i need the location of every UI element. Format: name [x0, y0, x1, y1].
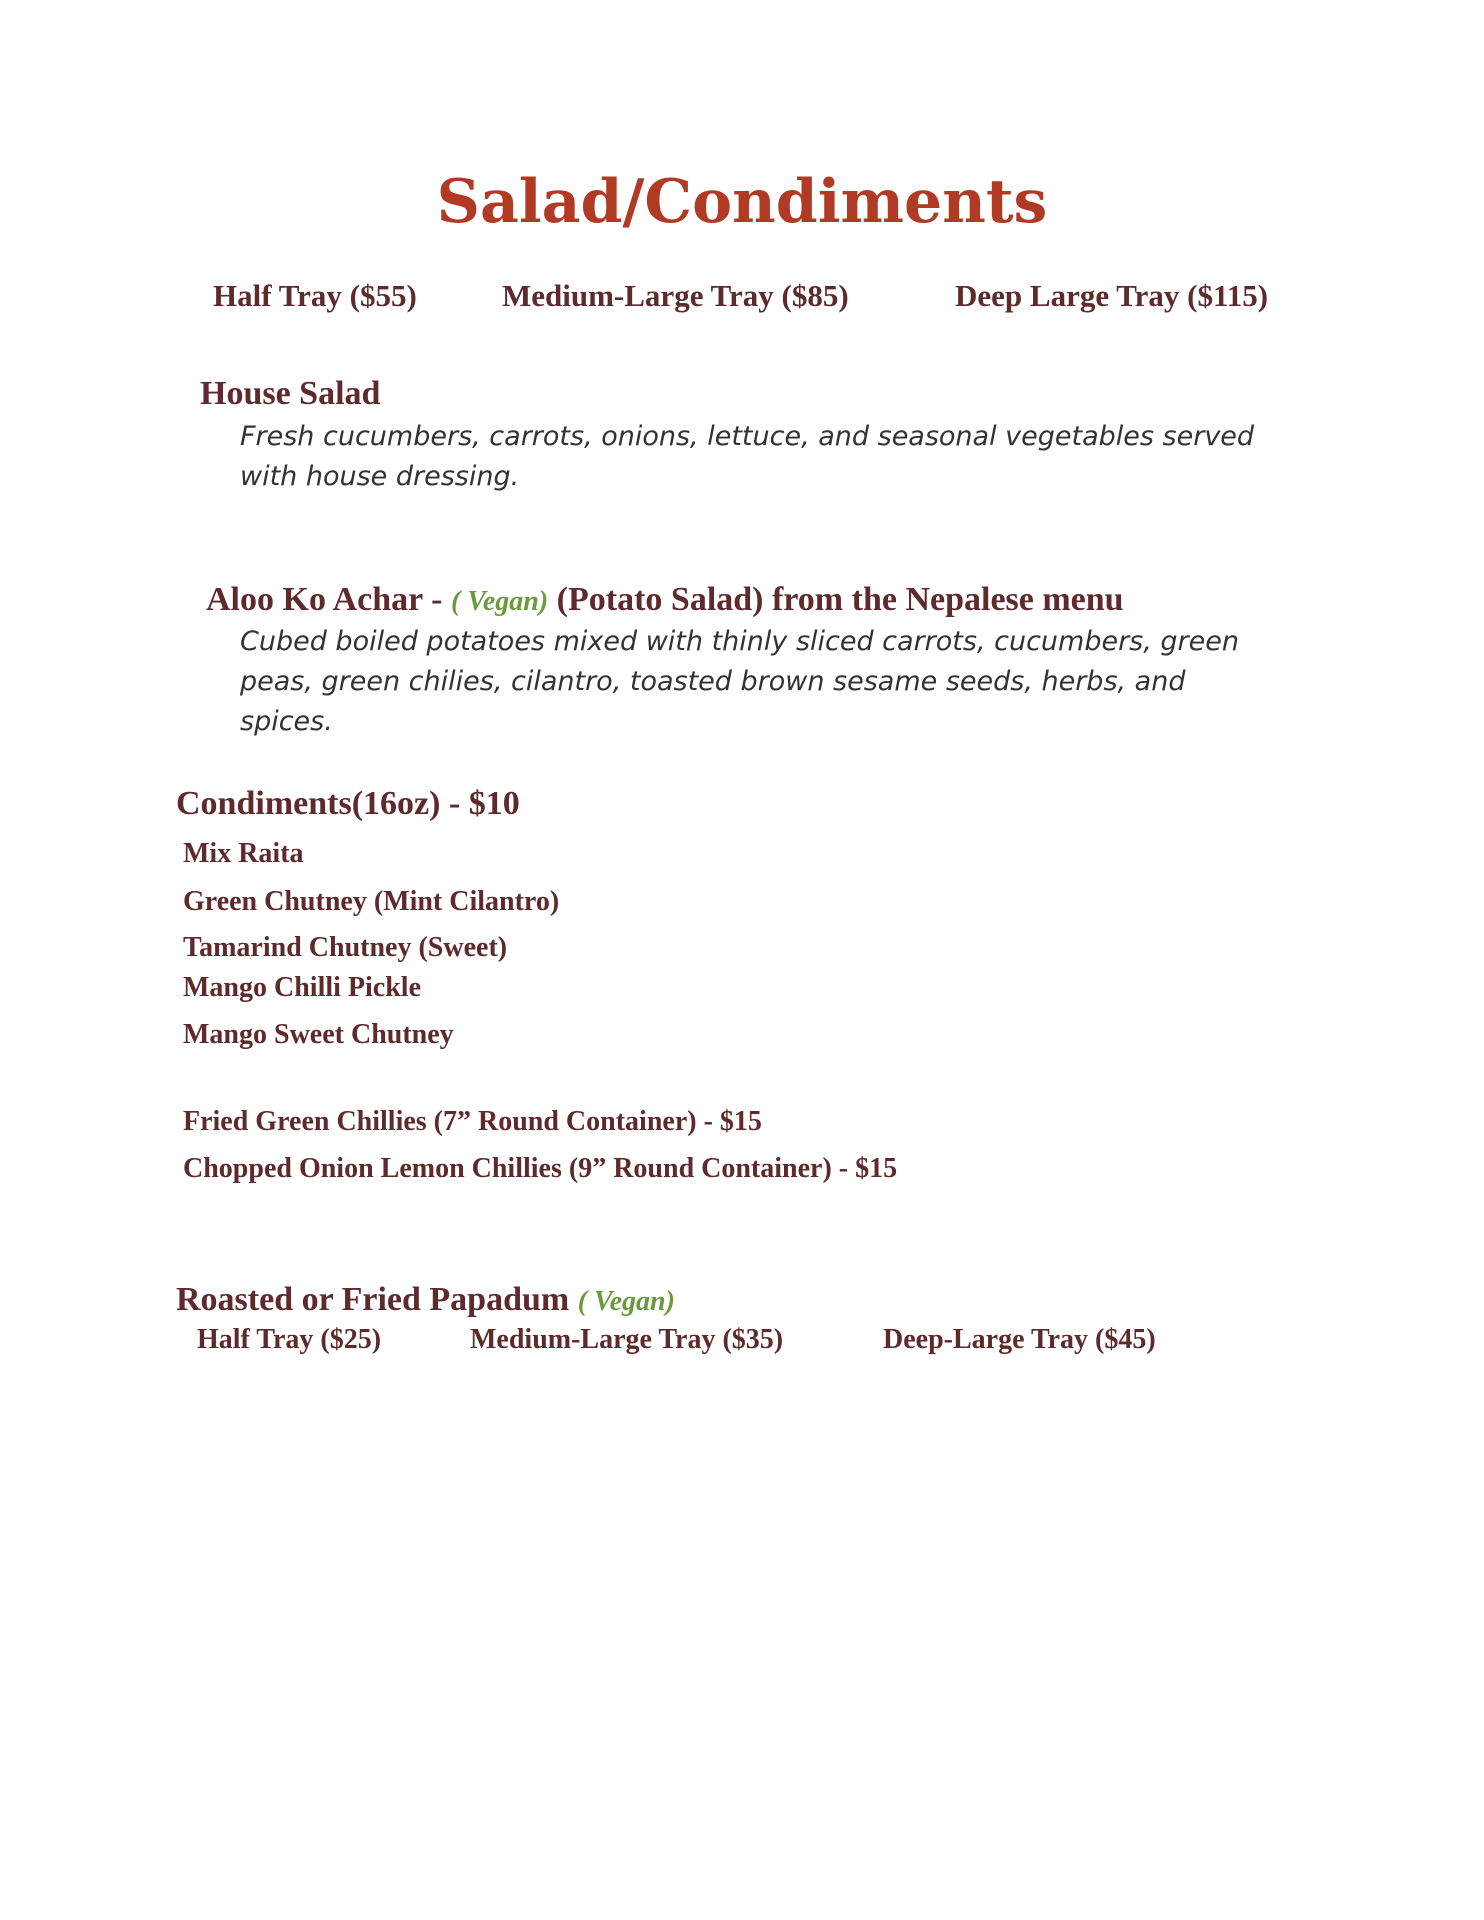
tray-price-deep-large: Deep Large Tray ($115) — [955, 278, 1269, 313]
house-salad-description: Fresh cucumbers, carrots, onions, lettuce, and seasonal vegetables served with house dressing. — [240, 421, 1255, 492]
condiment-extra: Fried Green Chillies (7” Round Container) - $15 — [183, 1106, 762, 1137]
tray-price-half: Half Tray ($55) — [213, 278, 417, 313]
condiment-extra: Chopped Onion Lemon Chillies (9” Round Container) - $15 — [183, 1153, 898, 1184]
papadum-price-deep-large: Deep-Large Tray ($45) — [883, 1324, 1156, 1355]
aloo-ko-achar-title — [206, 583, 1124, 617]
papadum-name: Roasted or Fried Papadum — [176, 1281, 570, 1318]
aloo-ko-achar-name-suffix: (Potato Salad) from the Nepalese menu — [556, 581, 1124, 618]
page-title: Salad/Condiments — [436, 167, 1048, 237]
condiment-item: Green Chutney (Mint Cilantro) — [183, 886, 560, 917]
condiments-heading: Condiments(16oz) - $10 — [176, 785, 520, 822]
condiment-item: Mango Sweet Chutney — [183, 1019, 454, 1050]
papadum-title — [176, 1283, 675, 1317]
vegan-tag: ( Vegan) — [450, 586, 549, 617]
vegan-tag: ( Vegan) — [577, 1286, 675, 1317]
condiment-item: Mix Raita — [183, 838, 304, 869]
papadum-price-medium-large: Medium-Large Tray ($35) — [470, 1324, 784, 1355]
house-salad-title: House Salad — [200, 375, 381, 412]
condiment-item: Tamarind Chutney (Sweet) — [183, 932, 508, 963]
aloo-ko-achar-description: Cubed boiled potatoes mixed with thinly sliced carrots, cucumbers, green peas, green chilies, cilantro, toasted brown sesame seeds, herbs, and spices. — [240, 626, 1239, 737]
aloo-ko-achar-name: Aloo Ko Achar - — [206, 581, 443, 618]
tray-price-medium-large: Medium-Large Tray ($85) — [502, 278, 849, 313]
papadum-price-half: Half Tray ($25) — [197, 1324, 382, 1355]
condiment-item: Mango Chilli Pickle — [183, 972, 421, 1003]
